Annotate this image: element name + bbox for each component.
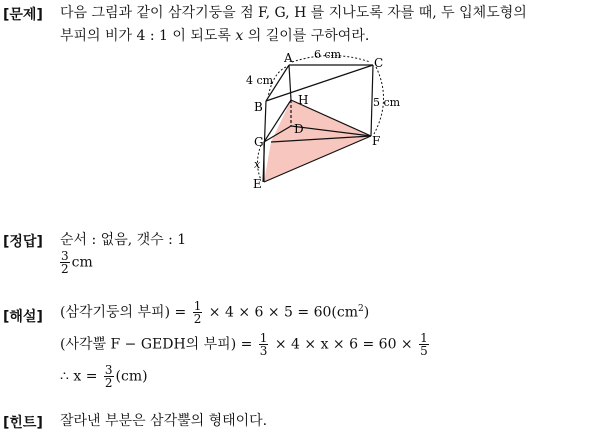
question-line2-post: 의 길이를 구하여라. <box>243 28 370 44</box>
dim-label-ab: 4 cm <box>246 74 274 87</box>
dim-label-cf: 5 cm <box>373 96 401 109</box>
solution-l2-fraction2: $\frac{1}{5}$ <box>420 331 428 358</box>
point-label-b: B <box>254 100 263 114</box>
point-label-d: D <box>294 122 304 136</box>
question-label: [문제] <box>3 7 43 23</box>
point-label-f: F <box>372 134 381 148</box>
prism-figure <box>240 45 410 195</box>
solution-line1: (삼각기둥의 부피) = $\frac{1}{2}$ × $4 \times 6 \times 5 = 60(cm^2)$ <box>60 299 370 327</box>
question-text-line1: 다음 그림과 같이 삼각기둥을 점 F, G, H 를 지나도록 자를 때, 두 입체도형의 <box>60 5 527 21</box>
solution-line2: (사각뿔 F − GEDH의 부피) = $\frac{1}{3}$ × 4 × x × 6 = 60 × $\frac{1}{5}$ <box>60 331 428 358</box>
answer-unit: cm <box>71 254 93 271</box>
hint-text: 잘라낸 부분은 삼각뿔의 형태이다. <box>60 413 268 429</box>
point-label-a: A <box>284 51 293 65</box>
question-line2-pre: 부피의 비가 4 : 1 이 되도록 <box>60 28 236 44</box>
solution-l2-fraction1: $\frac{1}{3}$ <box>259 331 268 358</box>
shaded-face-top <box>271 100 371 142</box>
answer-fraction: $\frac{3}{2}$ <box>61 249 69 276</box>
point-label-e: E <box>253 177 262 191</box>
solution-label: [해설] <box>3 309 43 325</box>
answer-text: 순서 : 없음, 갯수 : 1 <box>60 232 187 248</box>
point-label-h: H <box>298 93 309 107</box>
hint-label: [힌트] <box>3 415 43 431</box>
solution-line3: ∴ x = $\frac{3}{2}$ (cm) <box>60 363 148 390</box>
solution-l3-fraction: $\frac{3}{2}$ <box>104 363 113 390</box>
solution-l1-fraction: $\frac{1}{2}$ <box>193 299 202 327</box>
question-var-x: x <box>235 28 244 44</box>
question-text-line2 <box>60 27 369 45</box>
point-label-g: G <box>254 135 264 149</box>
dim-label-ac: 6 cm <box>314 48 342 61</box>
answer-label: [정답] <box>3 234 43 250</box>
answer-value <box>58 250 93 275</box>
point-label-c: C <box>374 56 384 70</box>
dim-label-ge: x <box>254 158 261 171</box>
